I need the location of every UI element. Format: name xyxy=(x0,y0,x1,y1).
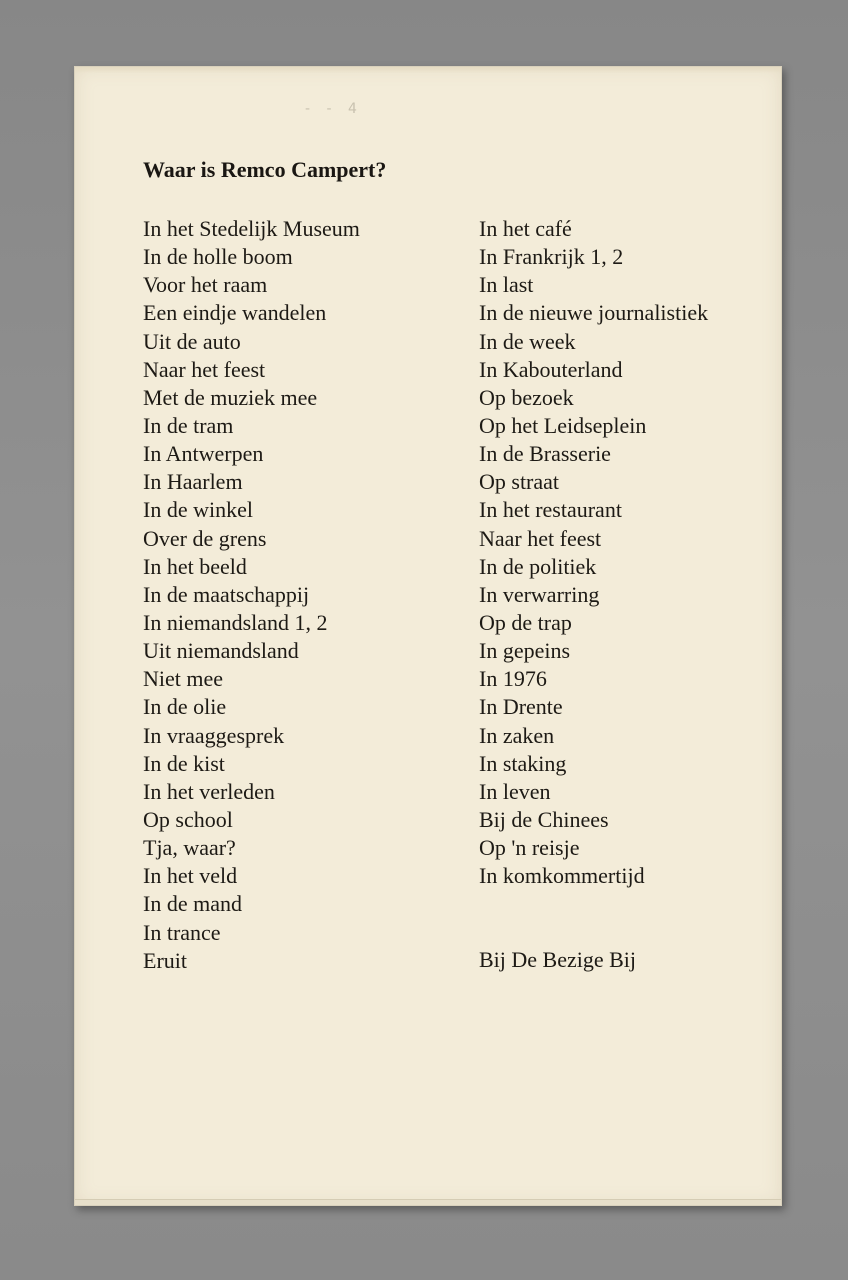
list-item: In trance xyxy=(143,919,221,945)
book-back-cover xyxy=(74,66,782,1206)
list-item: In niemandsland 1, 2 xyxy=(143,609,328,635)
pencil-note: - - 4 xyxy=(305,101,363,117)
list-item: In de maatschappij xyxy=(143,581,310,607)
list-item: In de tram xyxy=(143,412,234,438)
chapter-list-right xyxy=(479,215,708,890)
list-item: Voor het raam xyxy=(143,272,268,298)
list-item: Een eindje wandelen xyxy=(143,300,327,326)
list-item: In gepeins xyxy=(479,638,571,664)
list-item: Op bezoek xyxy=(479,384,574,410)
list-item: Naar het feest xyxy=(479,525,602,551)
cover-top-edge xyxy=(75,67,781,73)
list-item: Uit de auto xyxy=(143,328,241,354)
list-item: In Frankrijk 1, 2 xyxy=(479,244,624,270)
list-item: In het restaurant xyxy=(479,497,622,523)
list-item: Eruit xyxy=(143,947,187,973)
list-item: In de week xyxy=(479,328,576,354)
list-item: Tja, waar? xyxy=(143,835,236,861)
list-item: In het verleden xyxy=(143,778,275,804)
list-item: In het beeld xyxy=(143,553,247,579)
list-item: In Drente xyxy=(479,694,563,720)
list-item: Bij de Chinees xyxy=(479,806,609,832)
list-item: In Antwerpen xyxy=(143,441,264,467)
list-item: Over de grens xyxy=(143,525,267,551)
list-item: In de Brasserie xyxy=(479,441,611,467)
list-item: In verwarring xyxy=(479,581,600,607)
publisher-name: Bij De Bezige Bij xyxy=(479,947,637,972)
list-item: In het veld xyxy=(143,863,238,889)
list-item: Niet mee xyxy=(143,666,224,692)
list-item: Op school xyxy=(143,806,233,832)
list-item: In het Stedelijk Museum xyxy=(143,216,360,241)
list-item: In staking xyxy=(479,750,567,776)
list-item: In de winkel xyxy=(143,497,253,523)
list-item: Naar het feest xyxy=(143,356,266,382)
list-item: In leven xyxy=(479,778,551,804)
list-item: In Haarlem xyxy=(143,469,243,495)
list-item: In vraaggesprek xyxy=(143,722,285,748)
cover-bottom-edge xyxy=(75,1199,781,1205)
list-item: In komkommertijd xyxy=(479,863,645,889)
list-item: In 1976 xyxy=(479,666,547,692)
list-item: In de kist xyxy=(143,750,225,776)
list-item: In last xyxy=(479,272,534,298)
list-item: In Kabouterland xyxy=(479,356,623,382)
list-item: In de politiek xyxy=(479,553,597,579)
list-item: Uit niemandsland xyxy=(143,638,299,664)
list-item: In het café xyxy=(479,216,572,241)
chapter-list-left xyxy=(143,215,360,975)
list-item: Op straat xyxy=(479,469,560,495)
list-item: In de mand xyxy=(143,891,242,917)
list-item: Met de muziek mee xyxy=(143,384,318,410)
list-item: In de holle boom xyxy=(143,244,293,270)
list-item: Op het Leidseplein xyxy=(479,412,647,438)
list-item: In zaken xyxy=(479,722,555,748)
list-item: Op de trap xyxy=(479,609,572,635)
list-item: In de nieuwe journalistiek xyxy=(479,300,709,326)
list-item: Op 'n reisje xyxy=(479,835,580,861)
cover-title: Waar is Remco Campert? xyxy=(143,157,387,182)
list-item: In de olie xyxy=(143,694,227,720)
